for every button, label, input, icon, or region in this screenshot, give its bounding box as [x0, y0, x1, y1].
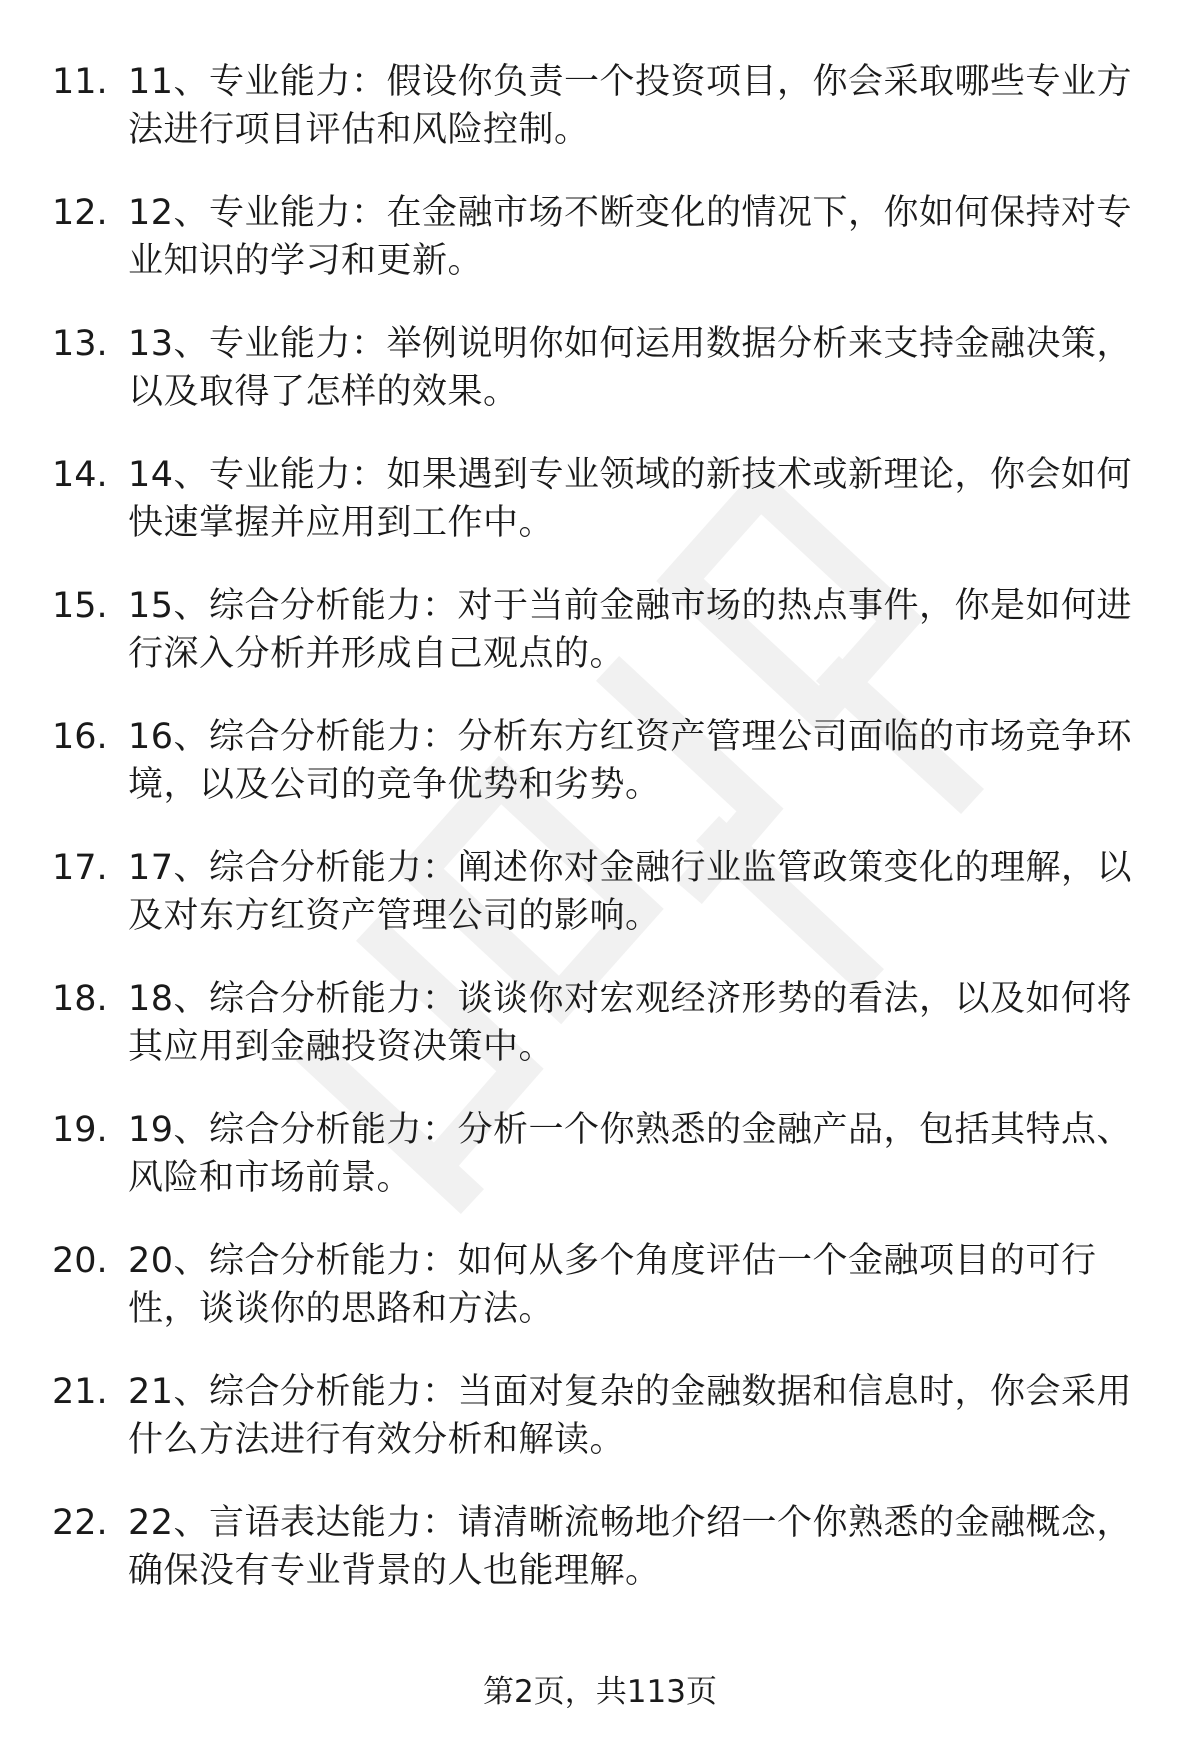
list-item	[52, 189, 1152, 320]
list-item	[52, 1237, 1152, 1368]
item-number: 16.	[52, 717, 108, 757]
item-number: 18.	[52, 979, 108, 1019]
item-number: 14.	[52, 455, 108, 495]
list-item	[52, 1499, 1152, 1630]
list-item	[52, 1368, 1152, 1499]
item-number: 15.	[52, 586, 108, 626]
item-text: 21、综合分析能力：当面对复杂的金融数据和信息时，你会采用什么方法进行有效分析和解读。	[128, 1372, 1133, 1460]
item-text: 13、专业能力：举例说明你如何运用数据分析来支持金融决策，以及取得了怎样的效果。	[128, 324, 1133, 412]
item-number: 13.	[52, 324, 108, 364]
list-item	[52, 844, 1152, 975]
item-number: 11.	[52, 62, 108, 102]
list-item	[52, 58, 1152, 189]
item-text: 20、综合分析能力：如何从多个角度评估一个金融项目的可行性，谈谈你的思路和方法。	[128, 1241, 1097, 1329]
list-item	[52, 582, 1152, 713]
item-text: 11、专业能力：假设你负责一个投资项目，你会采取哪些专业方法进行项目评估和风险控制。	[128, 62, 1133, 150]
list-item	[52, 975, 1152, 1106]
item-number: 22.	[52, 1503, 108, 1543]
page-footer: 第2页，共113页	[483, 1674, 717, 1710]
list-item	[52, 320, 1152, 451]
list-item	[52, 1106, 1152, 1237]
item-text: 12、专业能力：在金融市场不断变化的情况下，你如何保持对专业知识的学习和更新。	[128, 193, 1133, 281]
item-number: 17.	[52, 848, 108, 888]
question-list	[52, 58, 1152, 1630]
list-item	[52, 451, 1152, 582]
item-text: 18、综合分析能力：谈谈你对宏观经济形势的看法，以及如何将其应用到金融投资决策中。	[128, 979, 1133, 1067]
item-text: 19、综合分析能力：分析一个你熟悉的金融产品，包括其特点、风险和市场前景。	[128, 1110, 1133, 1198]
item-text: 14、专业能力：如果遇到专业领域的新技术或新理论，你会如何快速掌握并应用到工作中。	[128, 455, 1133, 543]
item-number: 19.	[52, 1110, 108, 1150]
item-text: 16、综合分析能力：分析东方红资产管理公司面临的市场竞争环境，以及公司的竞争优势和劣势。	[128, 717, 1133, 805]
item-number: 20.	[52, 1241, 108, 1281]
item-text: 22、言语表达能力：请清晰流畅地介绍一个你熟悉的金融概念，确保没有专业背景的人也能理解。	[128, 1503, 1133, 1591]
item-number: 12.	[52, 193, 108, 233]
item-text: 15、综合分析能力：对于当前金融市场的热点事件，你是如何进行深入分析并形成自己观点的。	[128, 586, 1133, 674]
item-number: 21.	[52, 1372, 108, 1412]
item-text: 17、综合分析能力：阐述你对金融行业监管政策变化的理解，以及对东方红资产管理公司的影响。	[128, 848, 1133, 936]
list-item	[52, 713, 1152, 844]
